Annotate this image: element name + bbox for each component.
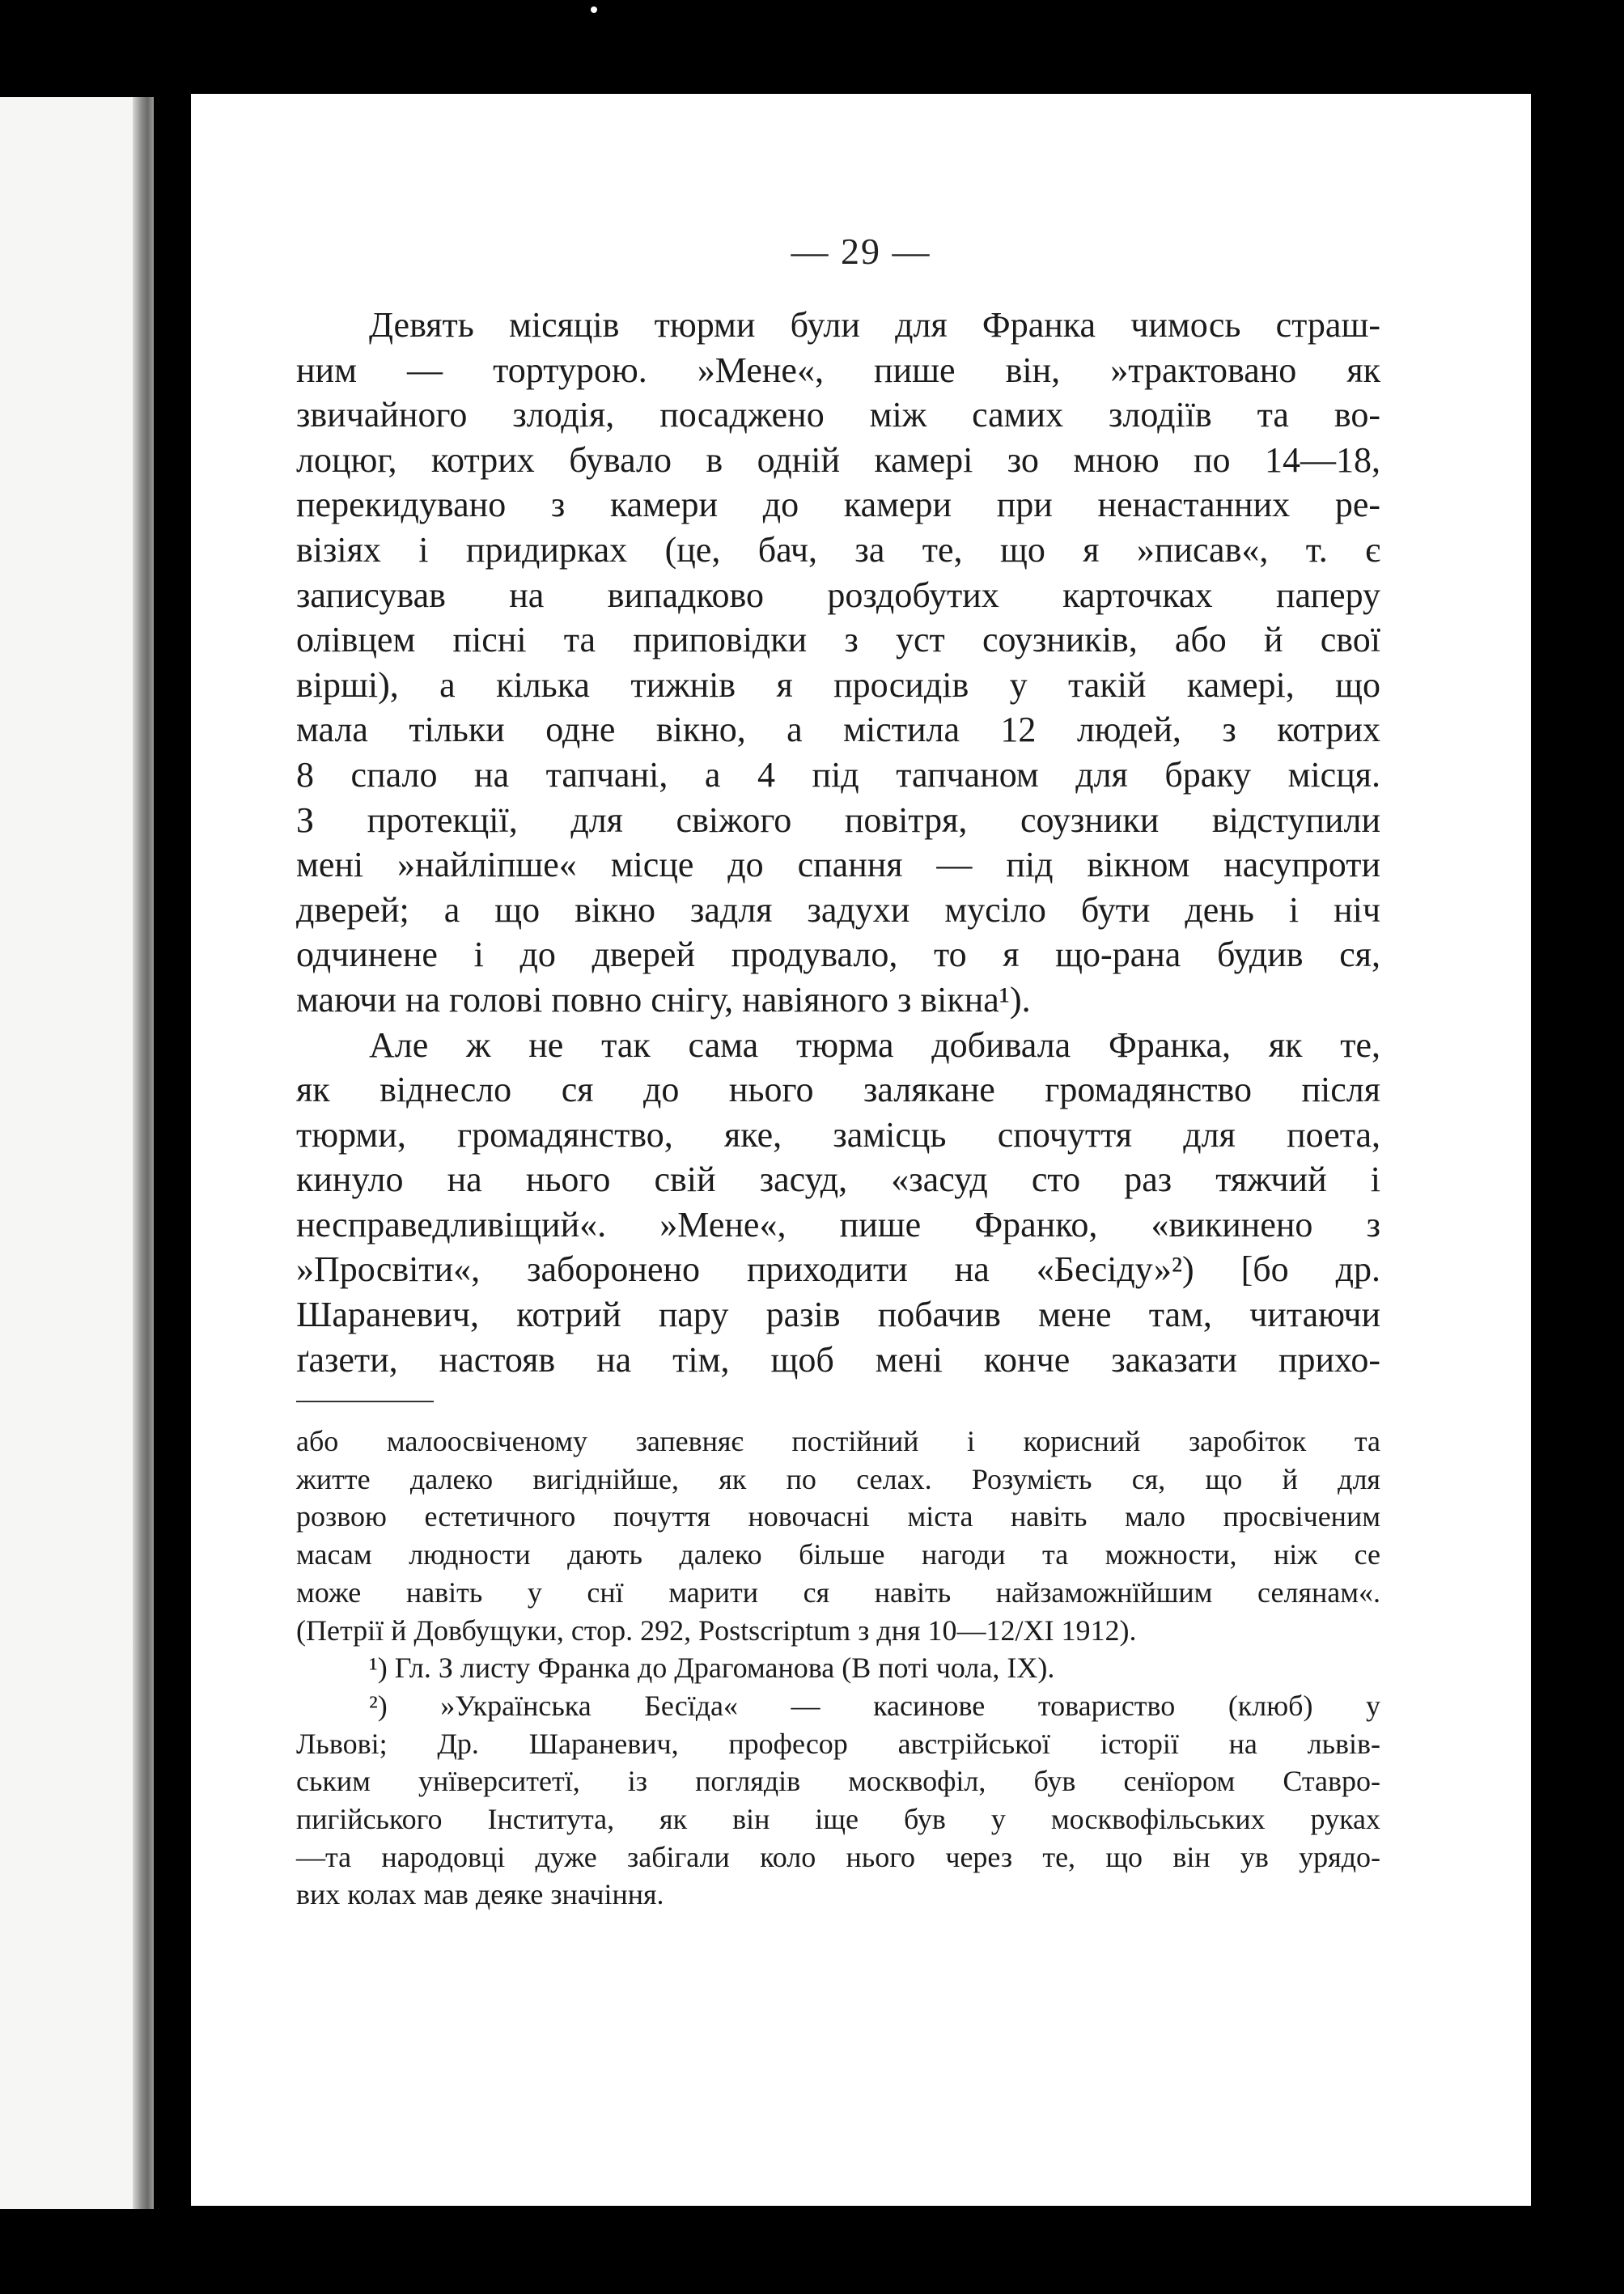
- footnote-line: Львові; Др. Шараневич, професор австрійської історії на львів-: [296, 1727, 1380, 1760]
- text-line: мала тільки одне вікно, а містила 12 людей, з котрих: [296, 710, 1380, 750]
- text-line: дверей; а що вікно задля задухи мусіло бути день і ніч: [296, 889, 1380, 930]
- footnote-line: ²) »Українська Бесїда« — касинове товариство (клюб) у: [369, 1689, 1380, 1722]
- footnote-line: вих колах мав деяке значіння.: [296, 1878, 664, 1911]
- text-line: одчинене і до дверей продувало, то я що-рана будив ся,: [296, 935, 1380, 975]
- text-line: Але ж не так сама тюрма добивала Франка, як те,: [369, 1024, 1380, 1065]
- previous-page-edge: [0, 97, 154, 2209]
- text-line: Шараневич, котрий пару разів побачив мене там, читаючи: [296, 1295, 1380, 1335]
- footnote-line: —та народовці дуже забігали коло нього через те, що він ув урядо-: [296, 1840, 1380, 1873]
- text-line: візіях і придирках (це, бач, за те, що я »писав«, т. є: [296, 529, 1380, 570]
- text-line: несправедливіщий«. »Мене«, пише Франко, «викинено з: [296, 1204, 1380, 1245]
- footnotes: [296, 1423, 1380, 1914]
- text-line: 8 спало на тапчані, а 4 під тапчаном для браку місця.: [296, 754, 1380, 795]
- footnote-line: ¹) Гл. З листу Франка до Драгоманова (В поті чола, IX).: [369, 1652, 1055, 1685]
- footnote-line: житте далеко вигіднійше, як по селах. Розумієть ся, що й для: [296, 1462, 1380, 1495]
- text-line: ним — тортурою. »Мене«, пише він, »трактовано як: [296, 350, 1380, 390]
- text-line: тюрми, громадянство, яке, замісць спочуття для поета,: [296, 1114, 1380, 1155]
- text-line: кинуло на нього свій засуд, «засуд сто раз тяжчий і: [296, 1160, 1380, 1200]
- text-line: олівцем пісні та приповідки з уст соузників, або й свої: [296, 620, 1380, 660]
- text-line: звичайного злодія, посаджено між самих злодіїв та во-: [296, 395, 1380, 435]
- footnote-line: може навіть у снї марити ся навіть найзаможнїйшим селянам«.: [296, 1575, 1380, 1609]
- footnote-line: розвою естетичного почуття новочасні міста навіть мало просвіченим: [296, 1500, 1380, 1533]
- text-line: Девять місяців тюрми були для Франка чимось страш-: [369, 305, 1380, 345]
- scan-speck: [591, 6, 597, 13]
- book-page: [191, 94, 1531, 2206]
- footnote-line: (Петрії й Довбущуки, стор. 292, Postscriptum з дня 10—12/XI 1912).: [296, 1613, 1137, 1647]
- book-spine-shadow: [133, 97, 154, 2209]
- text-line: мені »найліпше« місце до спання — під вікном насупроти: [296, 845, 1380, 885]
- footnote-line: або малоосвіченому запевняє постійний і корисний заробіток та: [296, 1425, 1380, 1457]
- text-line: З протекції, для свіжого повітря, соузники відступили: [296, 799, 1380, 840]
- text-line: ґазети, настояв на тім, щоб мені конче заказати прихо-: [296, 1339, 1380, 1380]
- text-line: перекидувано з камери до камери при ненастанних ре-: [296, 485, 1380, 525]
- text-line: »Просвіти«, заборонено приходити на «Бесіду»²) [бо др.: [296, 1249, 1380, 1290]
- text-line: вірші), а кілька тижнів я просидів у такій камері, що: [296, 664, 1380, 705]
- footnote-line: пигійського Інститута, як він іще був у москвофільських руках: [296, 1803, 1380, 1836]
- text-line: як віднесло ся до нього залякане громадянство після: [296, 1070, 1380, 1110]
- text-line: лоцюг, котрих бувало в одній камері зо мною по 14—18,: [296, 439, 1380, 480]
- footnote-line: ським унїверситетї, із поглядів москвофіл, був сенїором Ставро-: [296, 1765, 1380, 1798]
- page-number: — 29 —: [791, 231, 931, 272]
- text-line: записував на випадково роздобутих карточках паперу: [296, 575, 1380, 615]
- text-line: маючи на голові повно снігу, навіяного з вікна¹).: [296, 979, 1031, 1020]
- footnote-separator: [296, 1401, 434, 1402]
- footnote-line: масам людности дають далеко більше нагоди та можности, ніж се: [296, 1538, 1380, 1571]
- main-text: [296, 303, 1380, 1382]
